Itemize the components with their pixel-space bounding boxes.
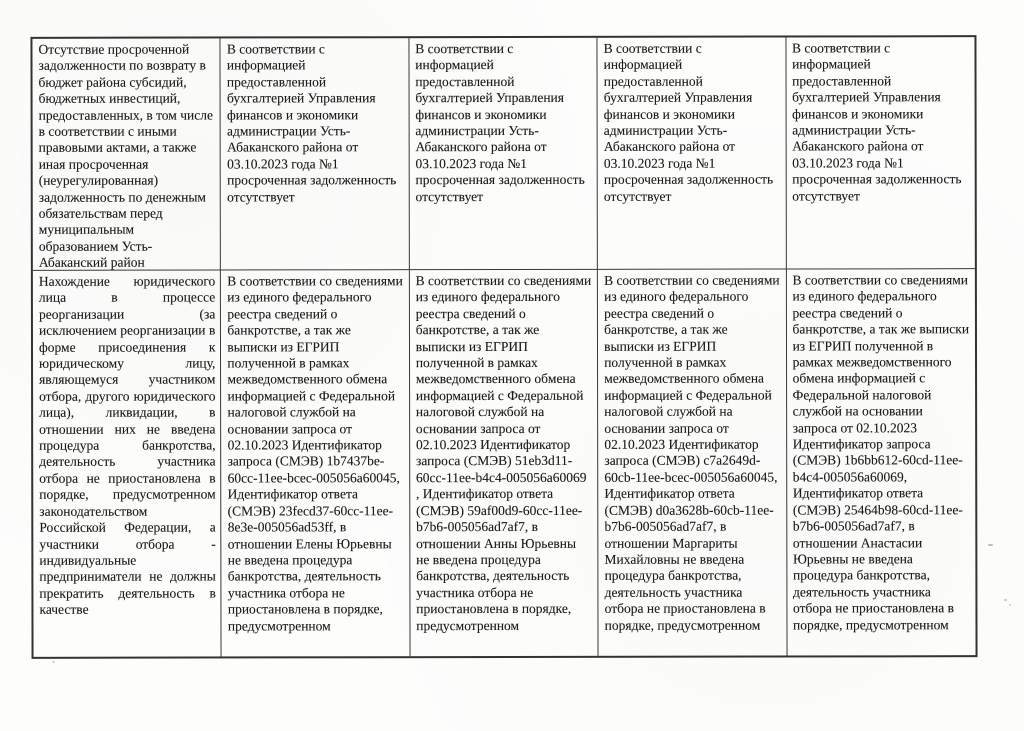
compliance-requirements-table <box>30 35 977 659</box>
verification-cell: В соответствии со сведениями из единого федерального реестра сведений о банкротстве, а так же выписки из ЕГРИП полученной в рамках межведомственного обмена информацией с Федеральной налоговой службой на основании запроса от 02.10.2023 Идентификатор запроса (СМЭВ) c7a2649d-60cb-11ee-bcec-005056a60045, Идентификатор ответа (СМЭВ) d0a3628b-60cb-11ee-b7b6-005056ad7af7, в отношении Маргариты Михайловны не введена процедура банкротства, деятельность участника отбора не приостановлена в порядке, предусмотренном <box>598 270 787 656</box>
table-row-overdue-debt <box>32 37 974 271</box>
verification-cell: В соответствии с информацией предоставленной бухгалтерией Управления финансов и экономики администрации Усть-Абаканского района от 03.10.2023 года №1 просроченная задолженность отсутствует <box>786 37 975 269</box>
table-row-reorganization-bankruptcy <box>33 269 976 657</box>
scan-artifact <box>1009 604 1011 606</box>
verification-cell: В соответствии со сведениями из единого федерального реестра сведений о банкротстве, а так же выписки из ЕГРИП полученной в рамках межведомственного обмена информацией с Федеральной налоговой службой на основании запроса от 02.10.2023 Идентификатор запроса (СМЭВ) 51eb3d11-60cc-11ee-b4c4-005056a60069 , Идентификатор ответа (СМЭВ) 59af00d9-60cc-11ee-b7b6-005056ad7af7, в отношении Анны Юрьевны не введена процедура банкротства, деятельность участника отбора не приостановлена в порядке, предусмотренном <box>410 270 599 656</box>
verification-cell: В соответствии с информацией предоставленной бухгалтерией Управления финансов и экономики администрации Усть-Абаканского района от 03.10.2023 года №1 просроченная задолженность отсутствует <box>598 38 787 270</box>
criterion-cell: Отсутствие просроченной задолженности по возврату в бюджет района субсидий, бюджетных инвестиций, предоставленных, в том числе в соответствии с иными правовыми актами, а также иная просроченная (неурегулированная) задолженность по денежным обязательствам перед муниципальным образованием Усть-Абаканский район <box>32 38 221 270</box>
scan-artifact <box>988 544 993 546</box>
verification-cell: В соответствии с информацией предоставленной бухгалтерией Управления финансов и экономики администрации Усть-Абаканского района от 03.10.2023 года №1 просроченная задолженность отсутствует <box>221 38 410 270</box>
scan-artifact <box>1004 599 1007 601</box>
scan-artifact <box>52 661 55 663</box>
verification-cell: В соответствии со сведениями из единого федерального реестра сведений о банкротстве, а так же выписки из ЕГРИП полученной в рамках межведомственного обмена информацией с Федеральной налоговой службой на основании запроса от 02.10.2023 Идентификатор запроса (СМЭВ) 1b7437be-60cc-11ee-bcec-005056a60045, Идентификатор ответа (СМЭВ) 23fecd37-60cc-11ee-8e3e-005056ad53ff, в отношении Елены Юрьевны не введена процедура банкротства, деятельность участника отбора не приостановлена в порядке, предусмотренном <box>221 270 410 656</box>
scan-artifact <box>458 347 460 349</box>
verification-cell: В соответствии с информацией предоставленной бухгалтерией Управления финансов и экономики администрации Усть-Абаканского района от 03.10.2023 года №1 просроченная задолженность отсутствует <box>409 38 598 270</box>
verification-cell: В соответствии со сведениями из единого федерального реестра сведений о банкротстве, а так же выписки из ЕГРИП полученной в рамках межведомственного обмена информацией с Федеральной налоговой службой на основании запроса от 02.10.2023 Идентификатор запроса (СМЭВ) 1b6bb612-60cd-11ee-b4c4-005056a60069, Идентификатор ответа (СМЭВ) 25464b98-60cd-11ee-b7b6-005056ad7af7, в отношении Анастасии Юрьевны не введена процедура банкротства, деятельность участника отбора не приостановлена в порядке, предусмотренном <box>792 272 970 633</box>
criterion-cell: Нахождение юридического лица в процессе реорганизации (за исключением реорганизации в форме присоединения к юридическому лицу, являющемуся участником отбора, другого юридического лица), ликвидации, в отношении них не введена процедура банкротства, деятельность участника отбора не приостановлена в порядке, предусмотренном законодательством Российской Федерации, а участники отбора - индивидуальные предприниматели не должны прекратить деятельность в качестве <box>33 270 222 656</box>
